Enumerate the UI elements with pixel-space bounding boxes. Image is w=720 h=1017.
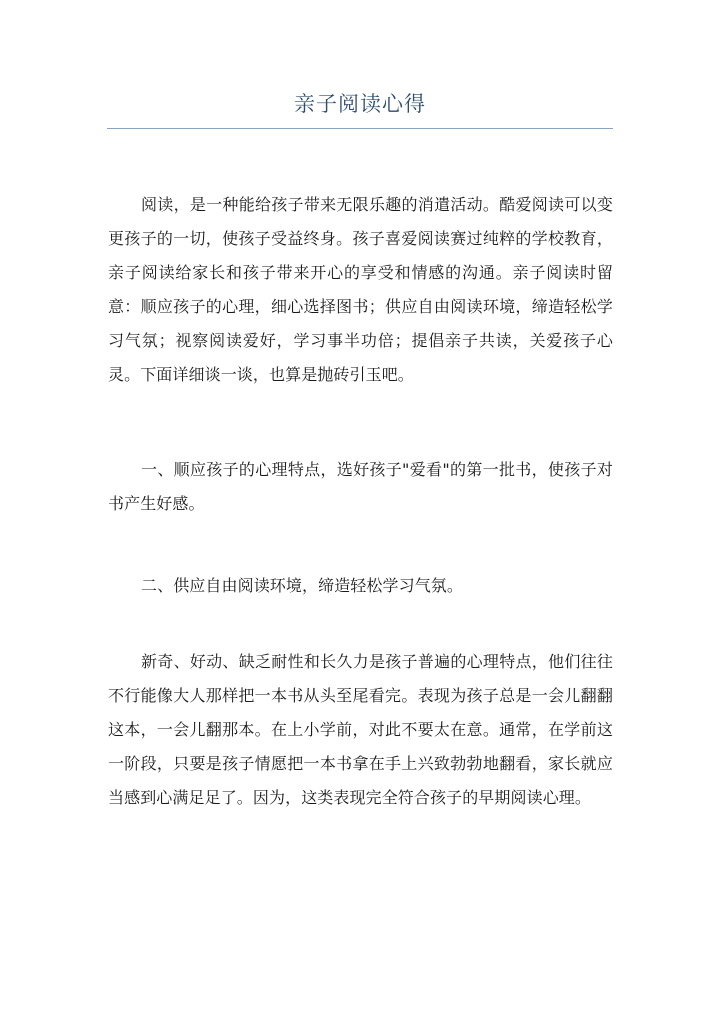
paragraph-body: 新奇、好动、缺乏耐性和长久力是孩子普遍的心理特点，他们往往不行能像大人那样把一本书从头至尾看完。表现为孩子总是一会儿翻翻这本，一会儿翻那本。在上小学前，对此不要太在意。通常，在学前这一阶段，只要是孩子情愿把一本书拿在手上兴致勃勃地翻看，家长就应当感到心满足足了。因为，这类表现完全符合孩子的早期阅读心理。 bbox=[108, 652, 613, 807]
title-underline bbox=[107, 128, 613, 129]
paragraph-section-two: 二、供应自由阅读环境，缔造轻松学习气氛。 bbox=[141, 576, 464, 595]
paragraph-intro: 阅读，是一种能给孩子带来无限乐趣的消遣活动。酷爱阅读可以变更孩子的一切，使孩子受益终身。孩子喜爱阅读赛过纯粹的学校教育，亲子阅读给家长和孩子带来开心的享受和情感的沟通。亲子阅读时留意：顺应孩子的心理，细心选择图书；供应自由阅读环境，缔造轻松学习气氛；视察阅读爱好，学习事半功倍；提倡亲子共读，关爱孩子心灵。下面详细谈一谈，也算是抛砖引玉吧。 bbox=[108, 195, 613, 384]
paragraph-section-one: 一、顺应孩子的心理特点，选好孩子"爱看"的第一批书，使孩子对书产生好感。 bbox=[108, 460, 613, 513]
document-title: 亲子阅读心得 bbox=[294, 92, 426, 116]
